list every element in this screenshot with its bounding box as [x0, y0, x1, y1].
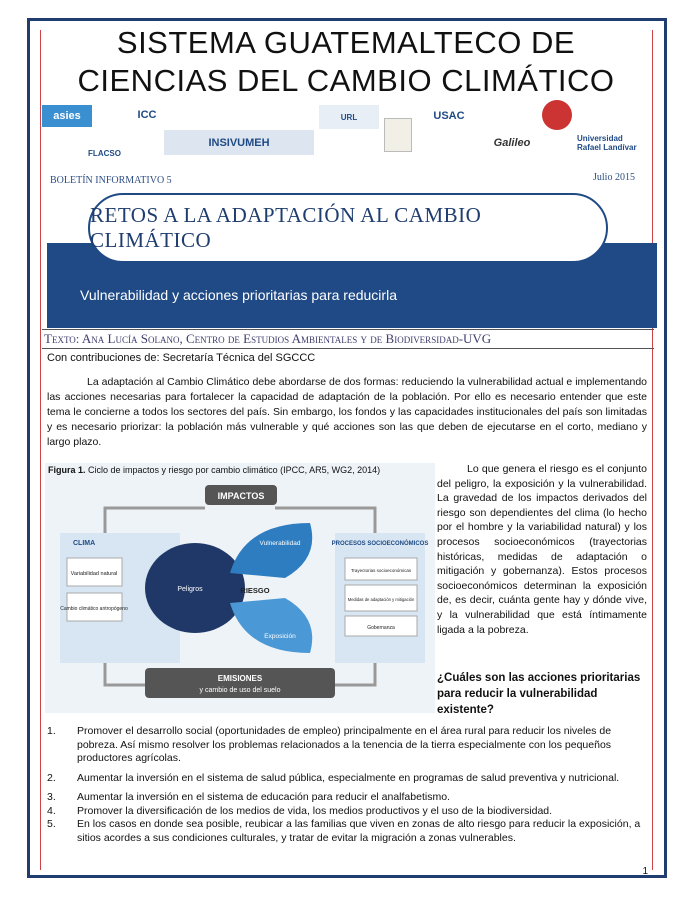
- logo-usac: USAC: [433, 110, 465, 122]
- list-number: 5.: [47, 818, 56, 830]
- logo-insivumeh: INSIVUMEH: [164, 130, 314, 155]
- contributions: Con contribuciones de: Secretaría Técnica del SGCCC: [47, 352, 316, 364]
- page-number: 1: [642, 866, 648, 877]
- arrow-top-left: [105, 508, 205, 533]
- arrow-bottom-right: [335, 663, 375, 685]
- riesgo-label: RIESGO: [240, 586, 270, 595]
- figure-caption-label: Figura 1.: [48, 465, 86, 475]
- emisiones-label: EMISIONES: [217, 674, 263, 683]
- list-number: 4.: [47, 804, 56, 817]
- logo-url-landivar: Universidad Rafael Landívar: [577, 134, 637, 152]
- margin-line-right: [652, 30, 653, 870]
- figure-1: [45, 463, 435, 713]
- logo-flacso: FLACSO: [88, 149, 121, 158]
- figure-caption-text: Ciclo de impactos y riesgo por cambio climático (IPCC, AR5, WG2, 2014): [85, 465, 381, 475]
- logo-icc: ICC: [137, 109, 157, 121]
- list-text: Promover el desarrollo social (oportunidades de empleo) principalmente en el área rural para reducir los niveles de pobreza. Así mismo resolver los problemas relacionados a la tenencia de la tierra especialmente con los pequeños productores agrícolas.: [77, 725, 612, 764]
- list-item: [47, 772, 647, 786]
- peligros-label: Peligros: [177, 586, 203, 593]
- figure-caption: [48, 465, 380, 475]
- list-item: [47, 805, 647, 819]
- bulletin-date: Julio 2015: [593, 172, 635, 183]
- actions-list: [47, 725, 647, 851]
- title-line-2: CIENCIAS DEL CAMBIO CLIMÁTICO: [77, 63, 615, 98]
- list-item: [47, 818, 647, 845]
- seal-logo: [542, 100, 572, 130]
- figure-diagram: [45, 463, 435, 713]
- list-number: 1.: [47, 725, 56, 737]
- impactos-label: IMPACTOS: [217, 491, 265, 501]
- exposicion-label: Exposición: [264, 633, 296, 640]
- logo-galileo: Galileo: [493, 137, 531, 149]
- vulnerabilidad-label: Vulnerabilidad: [259, 540, 301, 547]
- clima-label: CLIMA: [73, 540, 96, 547]
- list-text: Promover la diversificación de los medios de vida, los medios productivos y el uso de la biodiversidad.: [77, 804, 553, 817]
- logo-asies: asies: [42, 105, 92, 127]
- exposicion-shape: [230, 598, 312, 653]
- vulnerabilidad-shape: [230, 523, 312, 578]
- clima-item-1: Variabilidad natural: [70, 571, 118, 577]
- bulletin-label: BOLETÍN INFORMATIVO 5: [50, 175, 172, 186]
- banner-title: RETOS A LA ADAPTACIÓN AL CAMBIO CLIMÁTICO: [88, 193, 608, 263]
- question-heading: ¿Cuáles son las acciones prioritarias para reducir la vulnerabilidad existente?: [437, 672, 641, 716]
- procesos-item-1: Trayectorias socioeconómicas: [350, 568, 412, 573]
- author-line: Texto: Ana Lucía Solano, Centro de Estudios Ambientales y de Biodiversidad-UVG: [42, 329, 654, 349]
- procesos-label: PROCESOS SOCIOECONÓMICOS: [331, 541, 429, 547]
- title-line-1: SISTEMA GUATEMALTECO DE: [116, 25, 576, 60]
- list-number: 2.: [47, 771, 56, 784]
- clima-item-2: Cambio climático antropógeno: [60, 606, 128, 612]
- side-paragraph: Lo que genera el riesgo es el conjunto del peligro, la exposición y la vulnerabilidad. La gravedad de los impactos derivados del riesgo son dependientes del clima (lo hecho por el hombre y la variabilidad natural) y los procesos socioeconómicos (trayectorias históricas, medidas de adaptación o mitigación y gobernanza). Estos procesos socioeconómicos determinan la exposición de, es decir, cuánta gente hay y dónde vive, y la vulnerabilidad que está íntimamente ligada a la pobreza.: [437, 463, 647, 636]
- list-text: En los casos en donde sea posible, reubicar a las familias que viven en zonas de alto riesgo para reducir la exposición, a sitios acordes a sus condiciones culturales, y tratar de evitar la migración a zonas vulnerables.: [77, 818, 641, 844]
- procesos-item-2: Medidas de adaptación y mitigación: [347, 597, 415, 602]
- logo-strip: [42, 100, 652, 162]
- list-number: 3.: [47, 791, 56, 803]
- crest-logo: [384, 118, 412, 152]
- list-item: [47, 725, 647, 766]
- procesos-item-3: Gobernanza: [367, 625, 395, 631]
- margin-line-left: [40, 30, 41, 870]
- logo-url: URL: [319, 105, 379, 129]
- list-item: [47, 791, 647, 805]
- banner-subtitle: Vulnerabilidad y acciones prioritarias para reducirla: [80, 287, 397, 303]
- list-text: Aumentar la inversión en el sistema de salud pública, especialmente en programas de salud preventiva y nutricional.: [77, 771, 620, 784]
- intro-paragraph: La adaptación al Cambio Climático debe abordarse de dos formas: reduciendo la vulnerabilidad actual e implementando las acciones necesarias para fortalecer la capacidad de adaptación de la población. Por ello es necesario entender que este tema le concierne a todos los sectores del país. Sin embargo, los fondos y las capacidades institucionales del país son limitadas y es necesario priorizar: la población más vulnerable y qué acciones son las que deben de ejecutarse en el corto, mediano y largo plazo.: [47, 376, 647, 448]
- arrow-bottom-left: [105, 663, 145, 685]
- emisiones-sublabel: y cambio de uso del suelo: [199, 687, 281, 694]
- list-text: Aumentar la inversión en el sistema de educación para reducir el analfabetismo.: [77, 791, 450, 803]
